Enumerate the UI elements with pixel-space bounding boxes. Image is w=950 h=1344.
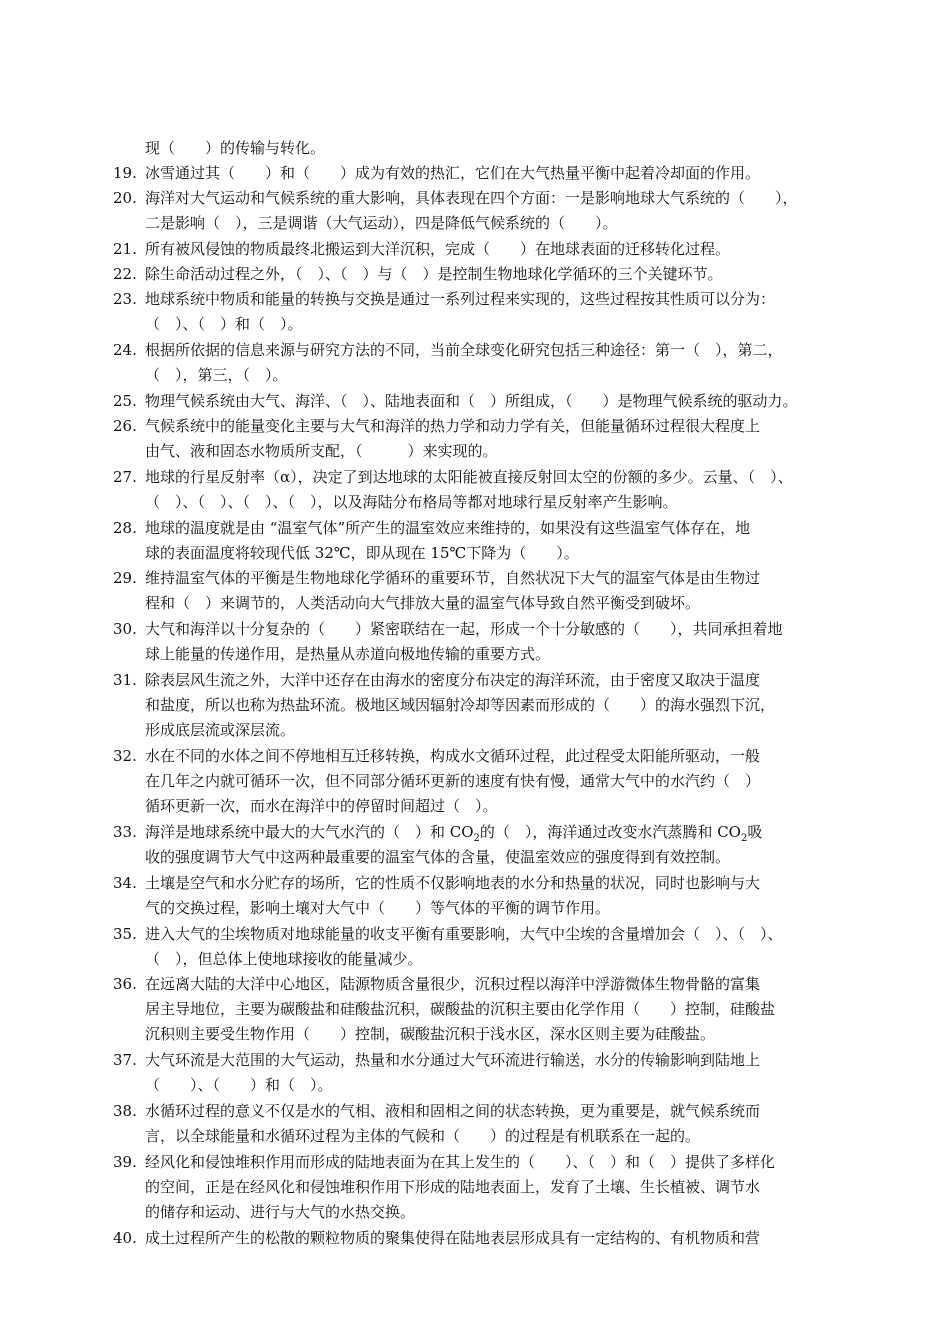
q18-line-1: 现（ ）的传输与转化。 (145, 139, 326, 157)
q23-number: 23. (113, 290, 137, 308)
q24-line-1: 根据所依据的信息来源与研究方法的不同，当前全球变化研究包括三种途径：第一（ ），第二， (145, 341, 783, 359)
q29-line-1: 维持温室气体的平衡是生物地球化学循环的重要环节，自然状况下大气的温室气体是由生物过 (145, 569, 761, 587)
q24-line-2: （ ），第三，（ ）。 (145, 366, 288, 384)
q26-line-2: 由气、液和固态水物质所支配，（ ）来实现的。 (145, 442, 498, 460)
q31-number: 31. (113, 671, 137, 689)
q21-number: 21. (113, 240, 137, 258)
q31-line-3: 形成底层流或深层流。 (145, 721, 296, 739)
q34-line-2: 气的交换过程，影响土壤对大气中（ ）等气体的平衡的调节作用。 (145, 899, 611, 917)
q39-line-3: 的储存和运动、进行与大气的水热交换。 (145, 1203, 416, 1221)
q32-line-3: 循环更新一次，而水在海洋中的停留时间超过（ ）。 (145, 797, 498, 815)
q20-line-1: 海洋对大气运动和气候系统的重大影响，具体表现在四个方面：一是影响地球大气系统的（ ）， (145, 189, 798, 207)
q38-line-2: 言，以全球能量和水循环过程为主体的气候和（ ）的过程是有机联系在一起的。 (145, 1127, 701, 1145)
q22-number: 22. (113, 265, 137, 283)
q19-line-1: 冰雪通过其（ ）和（ ）成为有效的热汇，它们在大气热量平衡中起着冷却面的作用。 (145, 164, 761, 182)
q30-line-1: 大气和海洋以十分复杂的（ ）紧密联结在一起，形成一个十分敏感的（ ），共同承担着地 (145, 620, 783, 638)
q33-text-c: 吸 (747, 823, 763, 841)
q33-text-b: 的（ ），海洋通过改变水汽蒸腾和 CO (479, 823, 741, 841)
q38-number: 38. (113, 1102, 137, 1120)
q33-text-a: 海洋是地球系统中最大的大气水汽的（ ）和 CO (145, 823, 474, 841)
q35-number: 35. (113, 925, 137, 943)
q39-number: 39. (113, 1153, 137, 1171)
q35-line-2: （ ），但总体上使地球接收的能量减少。 (145, 950, 423, 968)
q24-number: 24. (113, 341, 137, 359)
q27-number: 27. (113, 468, 137, 486)
q25-line-1: 物理气候系统由大气、海洋、（ ）、陆地表面和（ ）所组成，（ ）是物理气候系统的驱动力。 (145, 392, 798, 410)
q23-line-1: 地球系统中物质和能量的转换与交换是通过一系列过程来实现的，这些过程按其性质可以分为： (145, 290, 776, 308)
q27-line-1: 地球的行星反射率（α），决定了到达地球的太阳能被直接反射回太空的份额的多少。云量、（ ）、 (145, 468, 793, 486)
q36-line-3: 沉积则主要受生物作用（ ）控制，碳酸盐沉积于浅水区，深水区则主要为硅酸盐。 (145, 1025, 716, 1043)
q39-line-2: 的空间，正是在经风化和侵蚀堆积作用下形成的陆地表面上，发育了土壤、生长植被、调节水 (145, 1178, 761, 1196)
q20-number: 20. (113, 189, 137, 207)
q40-line-1: 成土过程所产生的松散的颗粒物质的聚集使得在陆地表层形成具有一定结构的、有机物质和营 (145, 1229, 761, 1247)
q33-number: 33. (113, 823, 137, 841)
q29-number: 29. (113, 569, 137, 587)
q37-number: 37. (113, 1051, 137, 1069)
q28-line-2: 球的表面温度将较现代低 32℃，即从现在 15℃下降为（ ）。 (145, 544, 579, 562)
q20-line-2: 二是影响（ ），三是调谐（大气运动），四是降低气候系统的（ ）。 (145, 214, 618, 232)
q30-line-2: 球上能量的传递作用，是热量从赤道向极地传输的重要方式。 (145, 645, 551, 663)
q34-line-1: 土壤是空气和水分贮存的场所，它的性质不仅影响地表的水分和热量的状况，同时也影响与大 (145, 874, 761, 892)
q35-line-1: 进入大气的尘埃物质对地球能量的收支平衡有重要影响，大气中尘埃的含量增加会（ ）、（ ）、 (145, 925, 783, 943)
q33-subscript-1: 2 (473, 833, 480, 844)
q32-line-2: 在几年之内就可循环一次，但不同部分循环更新的速度有快有慢，通常大气中的水汽约（ ） (145, 772, 761, 790)
q30-number: 30. (113, 620, 137, 638)
q29-line-2: 程和（ ）来调节的，人类活动向大气排放大量的温室气体导致自然平衡受到破坏。 (145, 594, 701, 612)
q23-line-2: （ ）、（ ）和（ ）。 (145, 315, 303, 333)
q36-line-1: 在远离大陆的大洋中心地区，陆源物质含量很少，沉积过程以海洋中浮游微体生物骨骼的富集 (145, 975, 761, 993)
q26-number: 26. (113, 417, 137, 435)
q22-line-1: 除生命活动过程之外，（ ）、（ ）与（ ）是控制生物地球化学循环的三个关键环节。 (145, 265, 723, 283)
q27-line-2: （ ）、（ ）、（ ）、（ ），以及海陆分布格局等都对地球行星反射率产生影响。 (145, 493, 678, 511)
q37-line-2: （ ）、（ ）和（ ）。 (145, 1076, 333, 1094)
q33-line-2: 收的强度调节大气中这两种最重要的温室气体的含量，使温室效应的强度得到有效控制。 (145, 848, 731, 866)
q32-number: 32. (113, 747, 137, 765)
q33-subscript-2: 2 (740, 833, 748, 844)
q33-line-1 (145, 820, 845, 845)
q25-number: 25. (113, 392, 137, 410)
q28-line-1: 地球的温度就是由 “温室气体”所产生的温室效应来维持的，如果没有这些温室气体存在，地 (145, 519, 751, 537)
q32-line-1: 水在不同的水体之间不停地相互迁移转换，构成水文循环过程，此过程受太阳能所驱动，一般 (145, 747, 761, 765)
q28-number: 28. (113, 519, 137, 537)
q39-line-1: 经风化和侵蚀堆积作用而形成的陆地表面为在其上发生的（ ）、（ ）和（ ）提供了多样化 (145, 1153, 776, 1171)
q36-line-2: 居主导地位，主要为碳酸盐和硅酸盐沉积，碳酸盐的沉积主要由化学作用（ ）控制，硅酸盐 (145, 1000, 776, 1018)
q34-number: 34. (113, 874, 137, 892)
q19-number: 19. (113, 164, 137, 182)
q37-line-1: 大气环流是大范围的大气运动，热量和水分通过大气环流进行输送，水分的传输影响到陆地上 (145, 1051, 761, 1069)
q31-line-2: 和盐度，所以也称为热盐环流。极地区域因辐射冷却等因素而形成的（ ）的海水强烈下沉， (145, 696, 776, 714)
q38-line-1: 水循环过程的意义不仅是水的气相、液相和固相之间的状态转换，更为重要是，就气候系统而 (145, 1102, 761, 1120)
q31-line-1: 除表层风生流之外，大洋中还存在由海水的密度分布决定的海洋环流，由于密度又取决于温度 (145, 671, 761, 689)
q21-line-1: 所有被风侵蚀的物质最终北搬运到大洋沉积，完成（ ）在地球表面的迁移转化过程。 (145, 240, 731, 258)
q40-number: 40. (113, 1229, 137, 1247)
q26-line-1: 气候系统中的能量变化主要与大气和海洋的热力学和动力学有关，但能量循环过程很大程度上 (145, 417, 761, 435)
q36-number: 36. (113, 975, 137, 993)
